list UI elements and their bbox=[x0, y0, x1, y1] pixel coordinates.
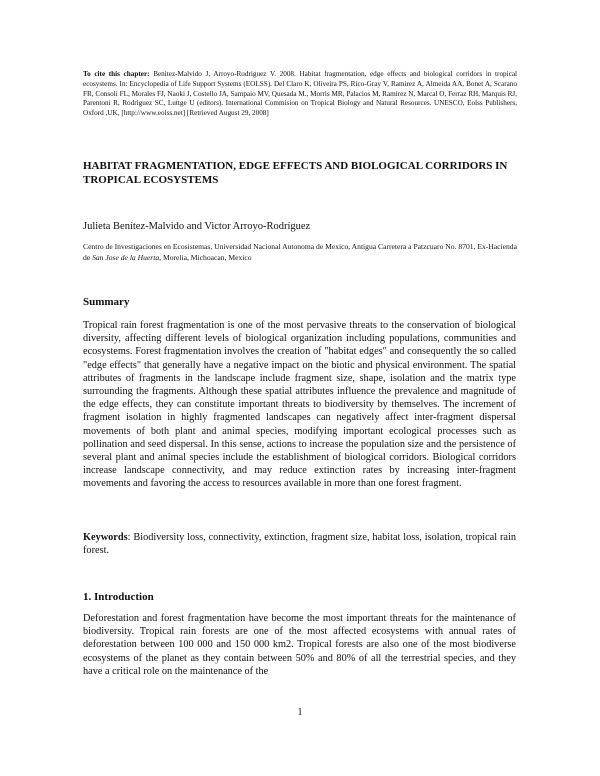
affiliation-italic: San Jose de la Huerta bbox=[92, 253, 160, 262]
authors: Julieta Benítez-Malvido and Victor Arroyo-Rodríguez bbox=[83, 221, 311, 232]
affiliation bbox=[83, 241, 523, 263]
summary-text: Tropical rain forest fragmentation is one of the most pervasive threats to the conservation of biological diversity, affecting different levels of biological organization including populations, communities and ecosystems. Forest fragmentation involves the creation of "habitat edges" and consequently the so called "edge effects" that generally have a negative impact on the biotic and physical environment. The spatial attributes of fragments in the landscape include fragment size, shape, isolation and the matrix type surrounding the fragments. Although these spatial attributes influence the prevalence and magnitude of the edge effects, they can constitute important threats to biodiversity by themselves. The increment of fragment isolation in highly fragmented landscapes can negatively affect inter-fragment dispersal movements of both plant and animal species, modifying important ecological processes such as pollination and seed dispersal. In this sense, actions to increase the population size and the persistence of several plant and animal species include the establishment of biological corridors. Biological corridors increase landscape connectivity, and may reduce extinction rates by increasing inter-fragment movements and favoring the access to resources available in more than one forest fragment. bbox=[83, 320, 516, 490]
citation-text: Benitez-Malvido J, Arroyo-Rodriguez V. 2008. Habitat fragmentation, edge effects and biological corridors in tropical ecosystems. In: Encyclopedia of Life Support Systems (EOLSS). Del Claro K, Oliveira PS, Rico-Gray V, Ramirez A, Almeida AA, Bonet A, Scarano FR, Consoli FL, Morales FJ, Naoki J, Costello JA, Sampaio MV, Quesada M., Morris MR, Palacios M, Ramirez N, Marcal O, Ferraz RH, Marquis RJ, Parentoni R, Rodriguez SC, Luttge U (editors). International Commision on Tropical Biology and Natural Resources. UNESCO, Eolss Publishers, Oxford ,UK, [http://www.eolss.net] [Retrieved August 29, 2008] bbox=[83, 70, 518, 118]
keywords-text: : Biodiversity loss, connectivity, extinction, fragment size, habitat loss, isolation, tropical rain forest. bbox=[83, 532, 516, 557]
affiliation-main: Centro de Investigaciones en Ecosistemas, Universidad Nacional Autonoma de Mexico, Antigua Carretera a Patzcuaro No. 8701, Ex-Hacienda de bbox=[83, 242, 517, 262]
keywords-label: Keywords bbox=[83, 532, 128, 543]
affiliation-end: , Morelia, Michoacan, Mexico bbox=[159, 253, 252, 262]
introduction-text: Deforestation and forest fragmentation have become the most important threats for the maintenance of biodiversity. Tropical rain forests are one of the most affected ecosystems with annual rates of deforestation between 100 000 and 150 000 km2. Tropical forests are also one of the most biodiverse ecosystems of the planet as they contain between 50% and 80% of all the terrestrial species, and they have a critical role on the maintenance of the bbox=[83, 613, 516, 677]
page-number: 1 bbox=[297, 707, 303, 718]
paper-title: HABITAT FRAGMENTATION, EDGE EFFECTS AND BIOLOGICAL CORRIDORS IN TROPICAL ECOSYSTEMS bbox=[83, 160, 508, 186]
summary-heading: Summary bbox=[83, 296, 130, 308]
introduction-heading: 1. Introduction bbox=[83, 591, 154, 603]
keywords bbox=[83, 531, 516, 557]
citation-label: To cite this chapter: bbox=[83, 70, 150, 78]
citation-block bbox=[83, 70, 517, 119]
